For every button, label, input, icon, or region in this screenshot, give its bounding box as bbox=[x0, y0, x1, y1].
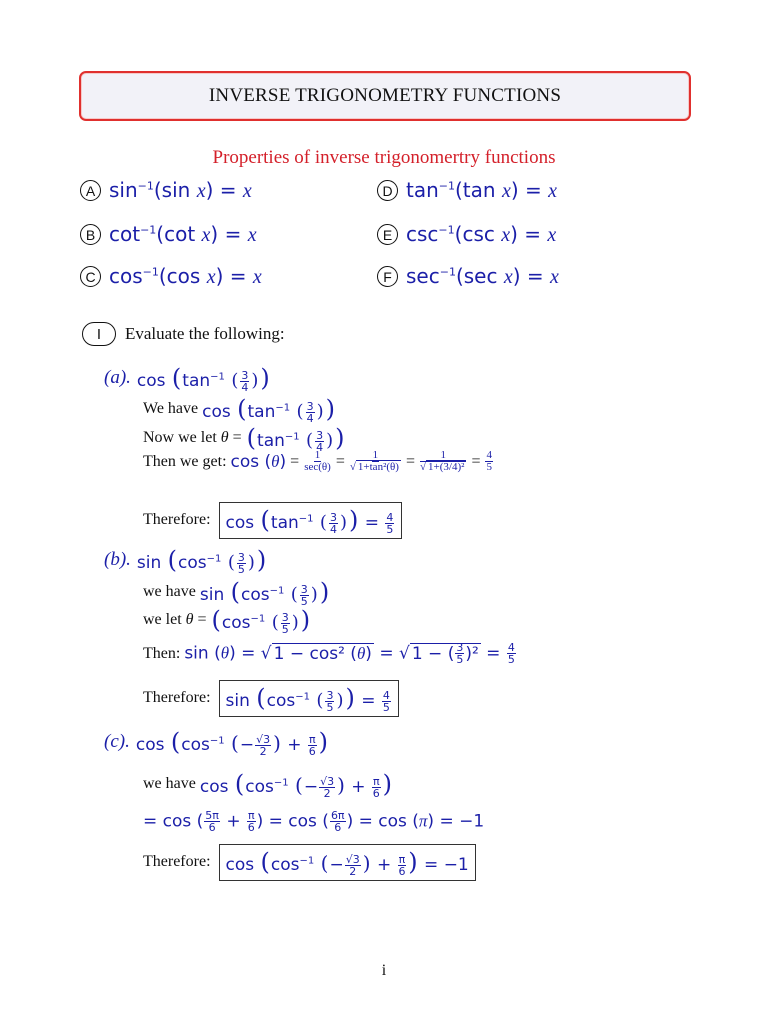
part-a-therefore-text: Therefore: bbox=[143, 511, 211, 529]
part-a-therefore bbox=[143, 502, 402, 539]
part-b-then: Then: sin (θ) = √ 1 − cos² (θ) = √ 1 − ( $\frac{3}{5}$ )² = $\frac{4}{5}$ bbox=[143, 641, 515, 666]
part-a-result-den: 5 bbox=[386, 522, 394, 536]
part-b-have-text: we have bbox=[143, 583, 196, 601]
part-b-result-den: 5 bbox=[382, 700, 390, 714]
part-a-label: (a). bbox=[104, 367, 131, 389]
part-a-let-text: Now we let bbox=[143, 429, 217, 447]
part-c-problem: (c). $\cos (\cos^{-1}$ (− $\frac{√3}{2}$ ) + $\frac{\pi}{6}$ ) bbox=[104, 728, 328, 758]
part-c-have-text: we have bbox=[143, 775, 196, 793]
property-expression: $\sec^{-1}(\sec$ x) = x bbox=[406, 264, 559, 288]
property-letter: D bbox=[377, 180, 398, 201]
part-b-answer-box: $\sin (\cos^{-1}$ ( $\frac{3}{5}$ )) = $\frac{4}{5}$ bbox=[219, 680, 399, 717]
property-b bbox=[80, 222, 257, 247]
property-letter: F bbox=[377, 266, 398, 287]
part-c-answer-box: $\cos (\cos^{-1}$ (− $\frac{√3}{2}$ ) + $\frac{\pi}{6}$ ) = −1 bbox=[219, 844, 476, 881]
part-c-have: we have $\cos (\cos^{-1}$ (− $\frac{√3}{2}$ ) + $\frac{\pi}{6}$ ) bbox=[143, 770, 392, 800]
property-expression: $\cos^{-1}(\cos$ x) = x bbox=[109, 264, 262, 288]
section-heading bbox=[82, 322, 285, 346]
part-c-therefore-text: Therefore: bbox=[143, 853, 211, 871]
property-letter: C bbox=[80, 266, 101, 287]
part-a-result-num: 4 bbox=[386, 510, 394, 524]
part-b-problem: (b). $\sin (\cos^{-1}$ ( $\frac{3}{5}$ )) bbox=[104, 546, 267, 576]
part-a-get-text: Then we get: bbox=[143, 452, 227, 470]
property-d bbox=[377, 178, 557, 203]
part-a-problem: (a). $\cos (\tan^{-1}$ ( $\frac{3}{4}$ )) bbox=[104, 364, 270, 394]
part-b-result-num: 4 bbox=[382, 688, 390, 702]
part-b-therefore-text: Therefore: bbox=[143, 689, 211, 707]
part-a-answer-box: $\cos (\tan^{-1}$ ( $\frac{3}{4}$ )) = $\frac{4}{5}$ bbox=[219, 502, 403, 539]
property-expression: $\sin^{-1}(\sin$ x) = x bbox=[109, 178, 252, 202]
part-b-let: we let θ = ($\cos^{-1}$ ( $\frac{3}{5}$ )) bbox=[143, 606, 311, 636]
section-numeral: I bbox=[82, 322, 116, 346]
section-title: Evaluate the following: bbox=[125, 324, 285, 343]
property-letter: E bbox=[377, 224, 398, 245]
property-f bbox=[377, 264, 559, 289]
part-c-label: (c). bbox=[104, 731, 130, 753]
properties-heading: Properties of inverse trigonomertry functions bbox=[212, 147, 556, 168]
property-letter: A bbox=[80, 180, 101, 201]
part-a-have: We have $\cos (\tan^{-1}$ ( $\frac{3}{4}$ )) bbox=[143, 395, 335, 425]
page-title: INVERSE TRIGONOMETRY FUNCTIONS bbox=[208, 85, 562, 106]
part-c-therefore bbox=[143, 844, 476, 881]
page-title-box bbox=[79, 71, 691, 121]
property-expression: $\cot^{-1}(\cot$ x) = x bbox=[109, 222, 257, 246]
part-a-let: Now we let θ = ($\tan^{-1}$ ( $\frac{3}{4}$ )) bbox=[143, 424, 345, 454]
part-b-then-text: Then: bbox=[143, 644, 181, 662]
part-a-have-text: We have bbox=[143, 400, 199, 418]
property-c bbox=[80, 264, 262, 289]
property-letter: B bbox=[80, 224, 101, 245]
property-expression: $\csc^{-1}(\csc$ x) = x bbox=[406, 222, 557, 246]
part-b-therefore bbox=[143, 680, 399, 717]
part-b-label: (b). bbox=[104, 549, 131, 571]
part-b-have: we have $\sin (\cos^{-1}$ ( $\frac{3}{5}$ )) bbox=[143, 578, 330, 608]
property-a bbox=[80, 178, 252, 203]
part-a-get: Then we get: cos (θ) = $\frac{1}{\sec(\theta)}$ = $\frac{1}{\text{√ 1+tan²(θ)}}$ = $\frac{1}{\text{√ 1+(3/4)²}}$ = $\frac{4}{5}$ bbox=[143, 449, 492, 473]
property-expression: $\tan^{-1}(\tan$ x) = x bbox=[406, 178, 557, 202]
part-b-let-text: we let bbox=[143, 611, 182, 629]
part-c-step: = cos ( $\frac{5\pi}{6}$ + $\frac{\pi}{6}$ ) = cos ( $\frac{6\pi}{6}$ ) = cos (π) = −1 bbox=[143, 809, 485, 834]
page-number: i bbox=[381, 962, 387, 979]
part-c-result: −1 bbox=[443, 855, 469, 875]
property-e bbox=[377, 222, 556, 247]
